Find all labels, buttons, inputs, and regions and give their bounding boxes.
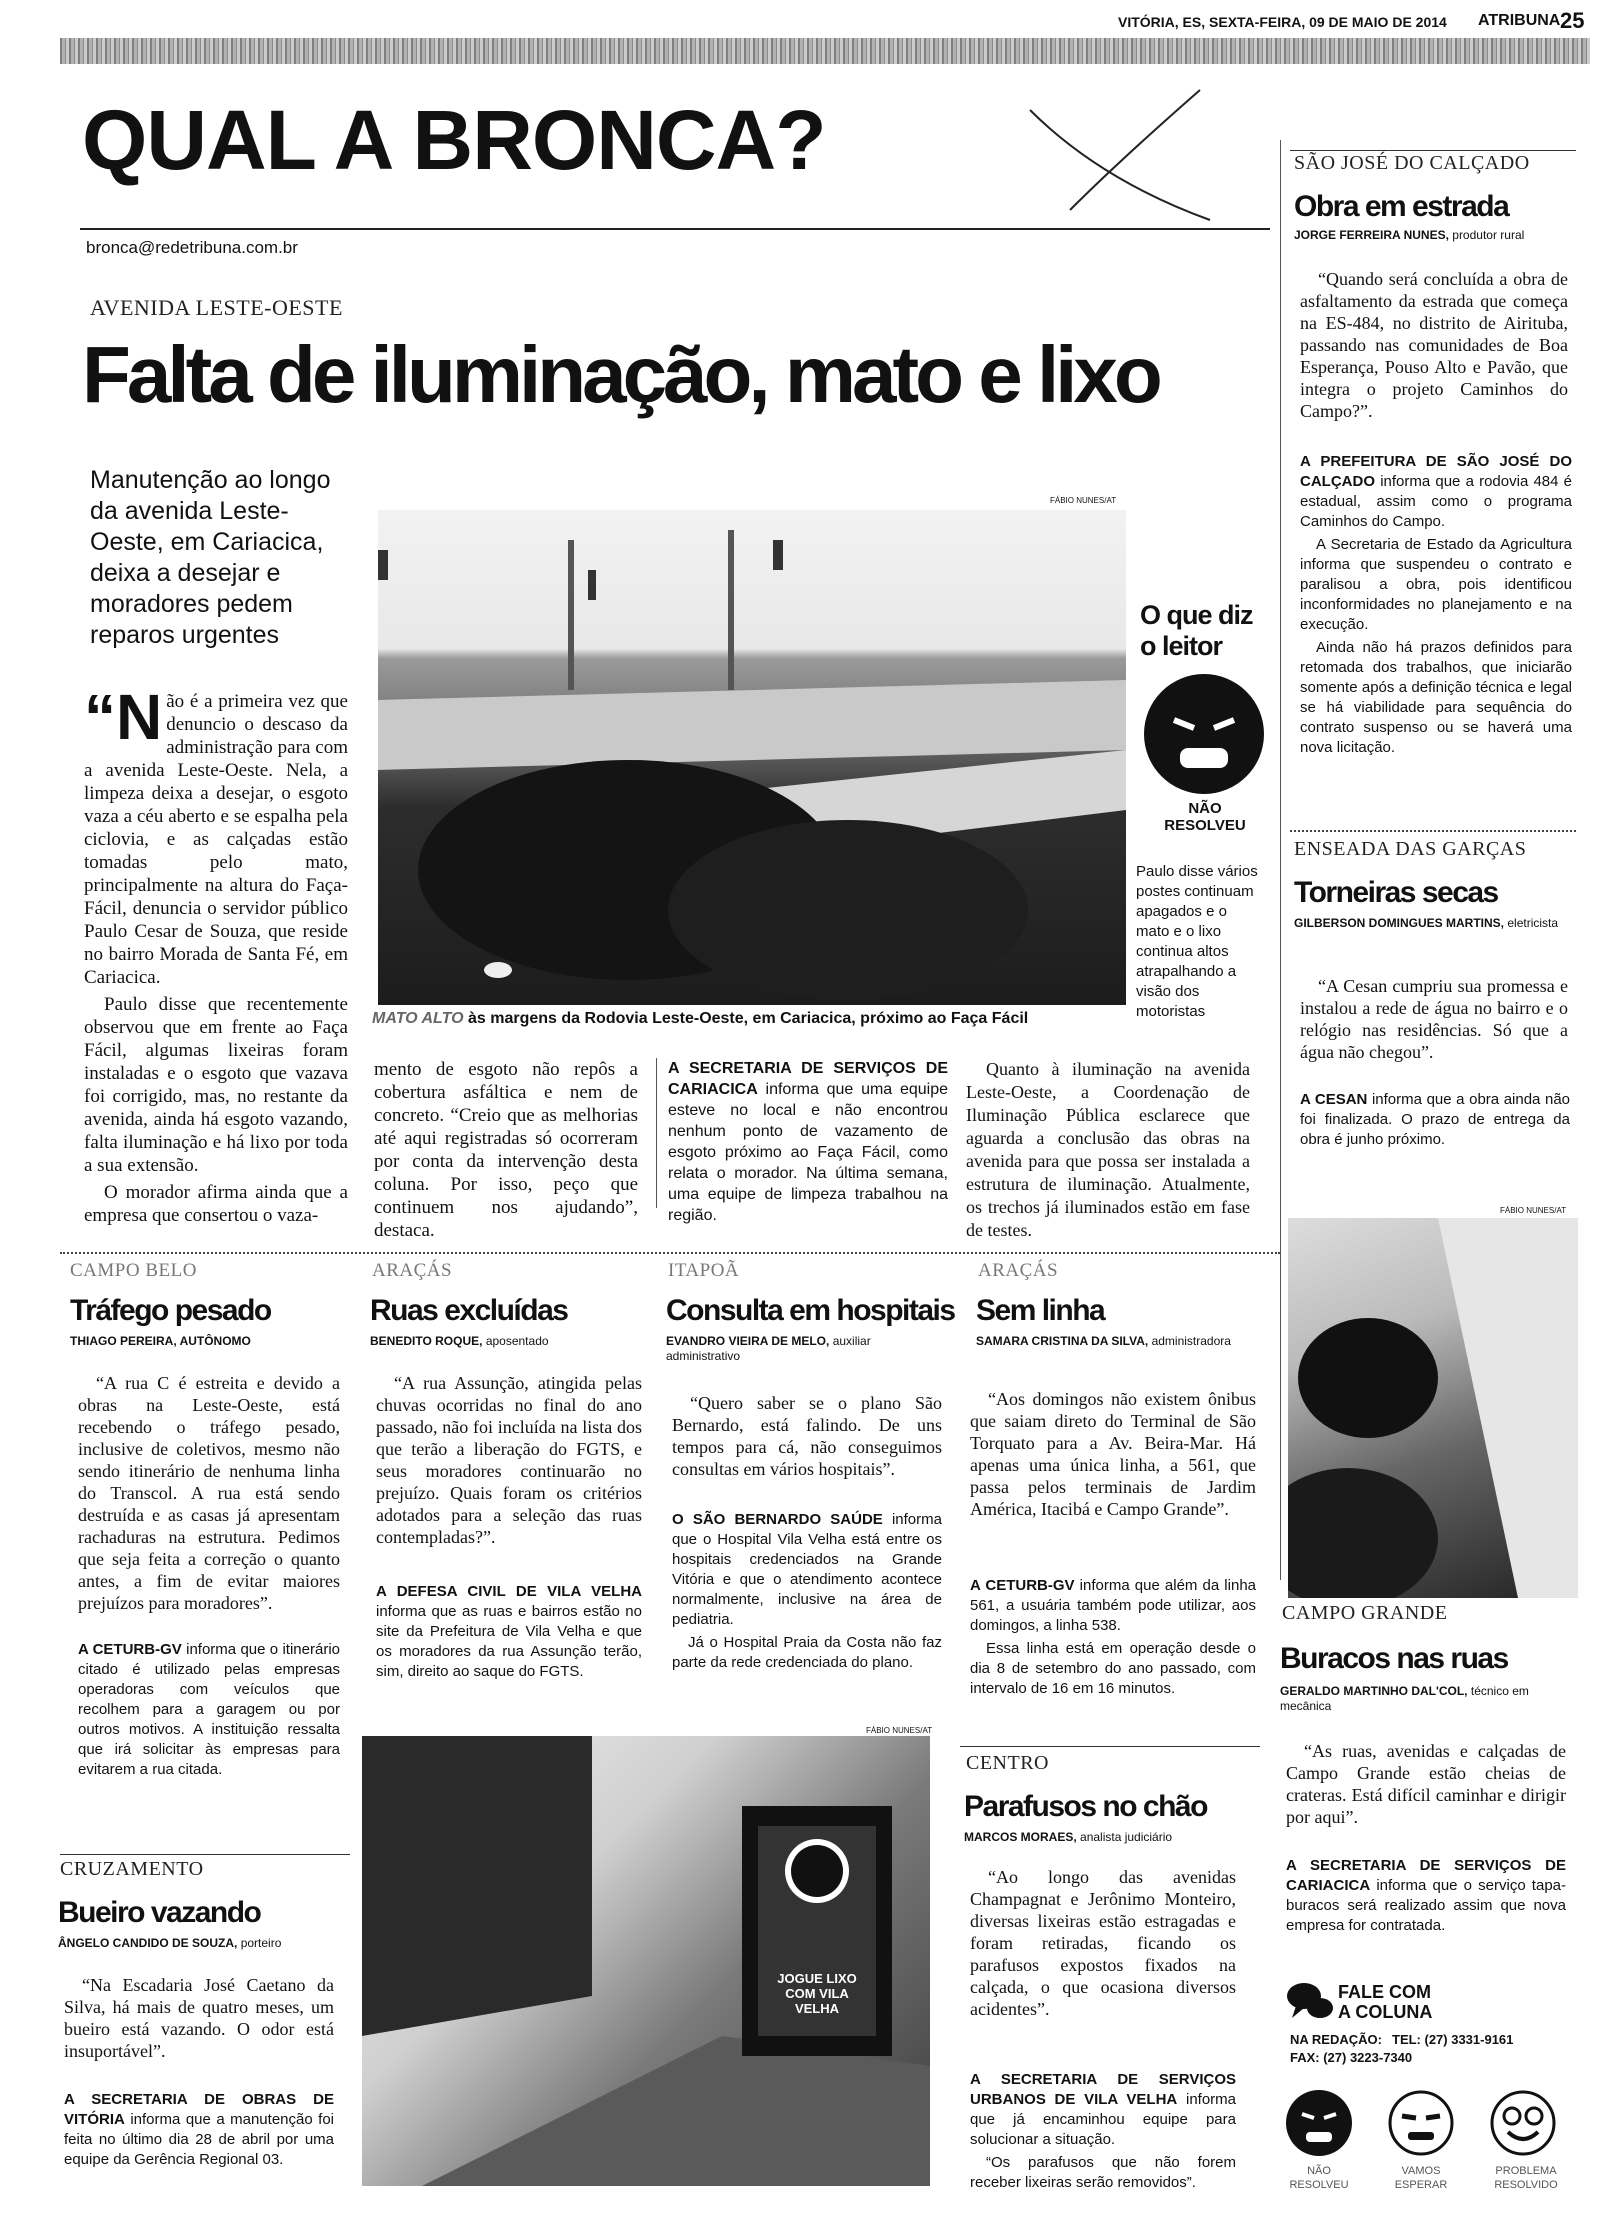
centro-resp2: “Os parafusos que não forem receber lixeiras serão removidos”.	[970, 2154, 1236, 2191]
side1-kicker: SÃO JOSÉ DO CALÇADO	[1294, 152, 1530, 174]
itapoa-resp-org: O SÃO BERNARDO SAÚDE	[672, 1511, 883, 1528]
side1-byline-role: produtor rural	[1452, 228, 1525, 242]
aracas-response	[376, 1582, 642, 1685]
aracas2-response	[970, 1576, 1256, 1702]
side1-quote: “Quando será concluída a obra de asfaltamento da estrada que começa na ES-484, no distrito de Airituba, passando nas comunidades de Boa Esperança, Pouso Alto e Pavão, que integra o projeto Caminhos do Campo?”.	[1300, 269, 1568, 421]
main-photo	[378, 510, 1126, 1005]
column-email[interactable]: bronca@redetribuna.com.br	[86, 238, 298, 257]
col-divider	[656, 1058, 657, 1208]
main-col-3	[668, 1058, 948, 1229]
side2-photo-credit: FÁBIO NUNES/AT	[1500, 1206, 1567, 1215]
speech-bubbles-icon	[1286, 1980, 1334, 2022]
campo-grande-byline-name: GERALDO MARTINHO DAL'COL,	[1280, 1684, 1468, 1698]
dropcap: “N	[84, 681, 163, 753]
sidebar-divider	[1280, 140, 1281, 1580]
side1-byline-name: JORGE FERREIRA NUNES,	[1294, 228, 1449, 242]
side2-response	[1300, 1090, 1570, 1153]
contact-fax: FAX: (27) 3223-7340	[1290, 2050, 1413, 2065]
cruzamento-rule	[60, 1854, 350, 1855]
resolved-icon	[1488, 2088, 1558, 2158]
lower-rule	[60, 1252, 1280, 1254]
section-title: QUAL A BRONCA?	[82, 93, 826, 187]
not-resolved-icon	[1284, 2088, 1354, 2158]
legend-resolved: PROBLEMA RESOLVIDO	[1494, 2165, 1558, 2191]
main-col-4	[966, 1058, 1250, 1246]
side2-rule	[1290, 830, 1576, 832]
aracas-byline-name: BENEDITO ROQUE,	[370, 1334, 483, 1348]
cruzamento-byline	[58, 1936, 281, 1951]
cruzamento-resp: informa que a manutenção foi feita no último dia 28 de abril por uma equipe da Gerência Regional 03.	[64, 2111, 334, 2168]
aracas-title: Ruas excluídas	[370, 1294, 568, 1327]
side1-response	[1300, 452, 1572, 761]
main-photo-credit: FÁBIO NUNES/AT	[1050, 496, 1117, 505]
main-paragraph-1: ão é a primeira vez que denuncio o descaso da administração para com a avenida Leste-Oeste. Nela, a limpeza deixa a desejar, o esgoto vaza a céu aberto e se espalha pela ciclovia, e as calçadas estão tomadas pelo mato, principalmente na altura do Faça-Fácil, denuncia o servidor público Paulo Cesar de Souza, que reside no bairro Morada de Santa Fé, em Cariacica.	[84, 691, 348, 988]
centro-kicker: CENTRO	[966, 1752, 1049, 1774]
campo-grande-resp-org: A SECRETARIA DE SERVIÇOS DE CARIACICA	[1286, 1857, 1566, 1894]
campo-belo-kicker: CAMPO BELO	[70, 1260, 197, 1281]
cruzamento-byline-role: porteiro	[240, 1936, 282, 1950]
aracas2-resp2: Essa linha está em operação desde o dia 8 de setembro do ano passado, com intervalo de 16 em 16 minutos.	[970, 1640, 1256, 1697]
pen-mark-x	[1010, 70, 1230, 230]
aracas2-resp-org: A CETURB-GV	[970, 1577, 1075, 1594]
waiting-icon	[1386, 2088, 1456, 2158]
photo-scene	[378, 510, 1126, 1005]
campo-belo-quote: “A rua C é estreita e devido a obras na Leste-Oeste, está recebendo o tráfego pesado, inclusive de coletivos, mesmo não sendo itinerário de nenhuma linha do Transcol. A rua está sendo destruída e as casas já apresentam rachaduras na estrutura. Pedimos que seja feita a correção o quanto antes, a fim de evitar maiores prejuízos para moradores”.	[78, 1373, 340, 1613]
email-rule	[80, 228, 1270, 230]
side1-title: Obra em estrada	[1294, 190, 1509, 223]
campo-grande-byline	[1280, 1684, 1570, 1714]
campo-belo-response	[78, 1640, 340, 1783]
centro-rule	[960, 1746, 1260, 1747]
main-col-2	[374, 1058, 638, 1246]
side2-byline-name: GILBERSON DOMINGUES MARTINS,	[1294, 916, 1505, 930]
aracas2-title: Sem linha	[976, 1294, 1105, 1327]
side2-quote: “A Cesan cumpriu sua promessa e instalou a rede de água no bairro e o relógio nas residências. Só que a água não chegou”.	[1300, 976, 1568, 1062]
campo-grande-byline-role: técnico em mecânica	[1280, 1684, 1529, 1713]
side2-resp: informa que a obra ainda não foi finalizada. O prazo de entrega da obra é junho próximo.	[1300, 1091, 1571, 1148]
legend-not-resolved: NÃO RESOLVEU	[1289, 2165, 1349, 2191]
side2-title: Torneiras secas	[1294, 876, 1498, 909]
dateline: VITÓRIA, ES, SEXTA-FEIRA, 09 DE MAIO DE 2014	[1118, 14, 1447, 30]
main-paragraph-3: O morador afirma ainda que a empresa que consertou o vaza-	[84, 1182, 348, 1226]
itapoa-byline-role: auxiliar administrativo	[666, 1334, 871, 1363]
centro-title: Parafusos no chão	[964, 1790, 1207, 1823]
main-col-1	[84, 681, 348, 1231]
side1-byline	[1294, 228, 1524, 243]
centro-byline-name: MARCOS MORAES,	[964, 1830, 1077, 1844]
side2-photo	[1288, 1218, 1578, 1598]
aracas2-byline-name: SAMARA CRISTINA DA SILVA,	[976, 1334, 1149, 1348]
campo-grande-quote: “As ruas, avenidas e calçadas de Campo Grande estão cheias de crateras. Está difícil caminhar e dirigir por aqui”.	[1286, 1741, 1566, 1827]
campo-grande-resp: informa que o serviço tapa-buracos será realizado assim que nova empresa for contratada.	[1286, 1877, 1566, 1934]
top-scan-strip	[60, 38, 1590, 64]
aracas2-quote: “Aos domingos não existem ônibus que saiam direto do Terminal de São Torquato para a Av. Beira-Mar. Há apenas uma única linha, a 561, que passa pelos terminais de Jardim América, Itacibá e Campo Grande”.	[970, 1389, 1256, 1519]
main-paragraph-2: Paulo disse que recentemente observou que em frente ao Faça Fácil, algumas lixeiras foram instaladas e o esgoto que vazava foi corrigido, mas, no restante da avenida, ainda há esgoto vazando, falta iluminação e há lixo por toda a sua extensão.	[84, 994, 348, 1176]
side1-resp-org: A PREFEITURA DE SÃO JOSÉ DO CALÇADO	[1300, 453, 1572, 490]
campo-belo-title: Tráfego pesado	[70, 1294, 271, 1327]
campo-belo-resp: informa que o itinerário citado é utilizado pelas empresas operadoras com veículos que recolhem para a garagem ou por outros motivos. A instituição ressalta que irá solicitar às empresas para evitarem a rua citada.	[78, 1641, 341, 1778]
campo-belo-resp-org: A CETURB-GV	[78, 1641, 182, 1658]
aracas2-resp: informa que além da linha 561, a usuária também pode utilizar, aos domingos, a linha 538.	[970, 1577, 1256, 1634]
contact-tel[interactable]: TEL: (27) 3331-9161	[1392, 2032, 1514, 2047]
aracas-byline	[370, 1334, 549, 1349]
bottom-photo-scene	[362, 1736, 930, 2186]
resp-cariacica: informa que uma equipe esteve no local e não encontrou nenhum ponto de vazamento de esgoto próximo ao Faça Fácil, como relata o morador. Na última semana, uma equipe de limpeza trabalhou na região.	[668, 1081, 948, 1224]
main-deck: Manutenção ao longo da avenida Leste-Oeste, em Cariacica, deixa a desejar e moradores pedem reparos urgentes	[90, 466, 331, 649]
itapoa-title: Consulta em hospitais	[666, 1294, 955, 1327]
cruzamento-response	[64, 2090, 334, 2173]
reader-title: O que diz o leitor	[1140, 600, 1253, 661]
itapoa-kicker: ITAPOÃ	[668, 1260, 740, 1281]
side2-photo-scene	[1288, 1218, 1578, 1598]
centro-byline-role: analista judiciário	[1080, 1830, 1173, 1844]
cruzamento-title: Bueiro vazando	[58, 1896, 261, 1929]
centro-resp-org: A SECRETARIA DE SERVIÇOS URBANOS DE VILA VELHA	[970, 2071, 1236, 2108]
page-number: 25	[1560, 8, 1585, 33]
main-paragraph-5: Quanto à iluminação na avenida Leste-Oeste, a Coordenação de Iluminação Pública esclarece que aguarda a conclusão das obras na avenida para que possa ser instalada a estrutura de iluminação. Atualmente, os trechos já iluminados estão em fase de testes.	[966, 1059, 1250, 1240]
side2-kicker: ENSEADA DAS GARÇAS	[1294, 838, 1527, 860]
caption-text: às margens da Rodovia Leste-Oeste, em Cariacica, próximo ao Faça Fácil	[468, 1010, 1029, 1027]
main-paragraph-4: mento de esgoto não repôs a cobertura asfáltica e nem de concreto. “Creio que as melhorias até aqui registradas só ocorreram por conta da intervenção desta coluna. Por isso, peço que continuem nos ajudando”, destaca.	[374, 1059, 638, 1241]
angry-face-icon	[1142, 672, 1266, 796]
paper-name: ATRIBUNA	[1478, 12, 1561, 29]
side1-resp3: Ainda não há prazos definidos para retomada dos trabalhos, que iniciarão somente após a definição técnica e legal se há viabilidade para sequência do contrato suspenso ou se haverá uma nova licitação.	[1300, 639, 1572, 756]
resp-org-cariacica: A SECRETARIA DE SERVIÇOS DE CARIACICA	[668, 1060, 948, 1098]
campo-grande-kicker: CAMPO GRANDE	[1282, 1602, 1448, 1624]
photo2-sign: JOGUE LIXO COM VILA VELHA	[777, 1971, 857, 2016]
side2-byline-role: eletricista	[1507, 916, 1559, 930]
bottom-photo	[362, 1736, 930, 2186]
cruzamento-byline-name: ÂNGELO CANDIDO DE SOUZA,	[58, 1936, 238, 1950]
legend-waiting: VAMOS ESPERAR	[1394, 2165, 1448, 2191]
itapoa-byline-name: EVANDRO VIEIRA DE MELO,	[666, 1334, 830, 1348]
contact-title-1: FALE COM	[1338, 1982, 1431, 2002]
side1-rule	[1290, 150, 1576, 151]
side1-resp: informa que a rodovia 484 é estadual, assim como o programa Caminhos do Campo.	[1300, 473, 1573, 530]
caption-label: MATO ALTO	[372, 1010, 464, 1027]
aracas2-byline-role: administradora	[1151, 1334, 1231, 1348]
centro-quote: “Ao longo das avenidas Champagnat e Jerônimo Monteiro, diversas lixeiras estão estragadas e foram retiradas, ficando os parafusos expostos fixados na calçada, o que ocasiona diversos acidentes”.	[970, 1867, 1236, 2019]
aracas-resp-org: A DEFESA CIVIL DE VILA VELHA	[376, 1583, 642, 1600]
main-kicker: AVENIDA LESTE-OESTE	[90, 295, 343, 320]
aracas-quote: “A rua Assunção, atingida pelas chuvas ocorridas no final do ano passado, não foi incluída na lista dos que terão a liberação do FGTS, e seus moradores continuarão no prejuízo. Quais foram os critérios adotados para a seleção das ruas contempladas?”.	[376, 1373, 642, 1547]
side1-resp2: A Secretaria de Estado da Agricultura informa que suspendeu o contrato e paralisou a obra, pois identificou inconformidades no planejamento e na execução.	[1300, 536, 1572, 633]
side2-resp-org: A CESAN	[1300, 1091, 1368, 1108]
itapoa-response	[672, 1510, 942, 1676]
itapoa-resp2: Já o Hospital Praia da Costa não faz parte da rede credenciada do plano.	[672, 1634, 942, 1671]
main-photo-caption	[372, 1010, 1132, 1028]
aracas-byline-role: aposentado	[485, 1334, 549, 1348]
aracas-kicker: ARAÇÁS	[372, 1260, 453, 1281]
centro-response	[970, 2070, 1236, 2196]
itapoa-quote: “Quero saber se o plano São Bernardo, está falindo. De uns tempos para cá, não conseguimos consultas em vários hospitais”.	[672, 1393, 942, 1479]
aracas-resp: informa que as ruas e bairros estão no site da Prefeitura de Vila Velha e que os moradores da rua Assunção terão, sim, direito ao saque do FGTS.	[376, 1603, 642, 1680]
reader-status: NÃO RESOLVEU	[1164, 800, 1246, 834]
cruzamento-kicker: CRUZAMENTO	[60, 1858, 204, 1880]
aracas2-kicker: ARAÇÁS	[978, 1260, 1059, 1281]
side2-byline	[1294, 916, 1574, 931]
campo-grande-title: Buracos nas ruas	[1280, 1642, 1508, 1675]
cruzamento-resp-org: A SECRETARIA DE OBRAS DE VITÓRIA	[64, 2091, 334, 2128]
itapoa-resp: informa que o Hospital Vila Velha está entre os hospitais credenciados na Grande Vitória e que o atendimento acontece normalmente, inclusive na área de pediatria.	[672, 1511, 942, 1628]
centro-resp: informa que já encaminhou equipe para solucionar a situação.	[970, 2091, 1237, 2148]
cruzamento-quote: “Na Escadaria José Caetano da Silva, há mais de quatro meses, um bueiro está vazando. O odor está insuportável”.	[64, 1975, 334, 2061]
aracas2-byline	[976, 1334, 1266, 1349]
contact-tel-label: NA REDAÇÃO:	[1290, 2032, 1382, 2047]
campo-belo-byline-name: THIAGO PEREIRA, AUTÔNOMO	[70, 1334, 251, 1348]
reader-text: Paulo disse vários postes continuam apagados e o mato e o lixo continua altos atrapalhando a visão dos motoristas	[1136, 863, 1258, 1020]
main-headline: Falta de iluminação, mato e lixo	[82, 330, 1159, 419]
itapoa-byline	[666, 1334, 936, 1364]
centro-byline	[964, 1830, 1172, 1845]
photo2-credit: FÁBIO NUNES/AT	[866, 1726, 933, 1735]
campo-belo-byline	[70, 1334, 251, 1349]
contact-title-2: A COLUNA	[1338, 2002, 1433, 2022]
campo-grande-response	[1286, 1856, 1566, 1939]
